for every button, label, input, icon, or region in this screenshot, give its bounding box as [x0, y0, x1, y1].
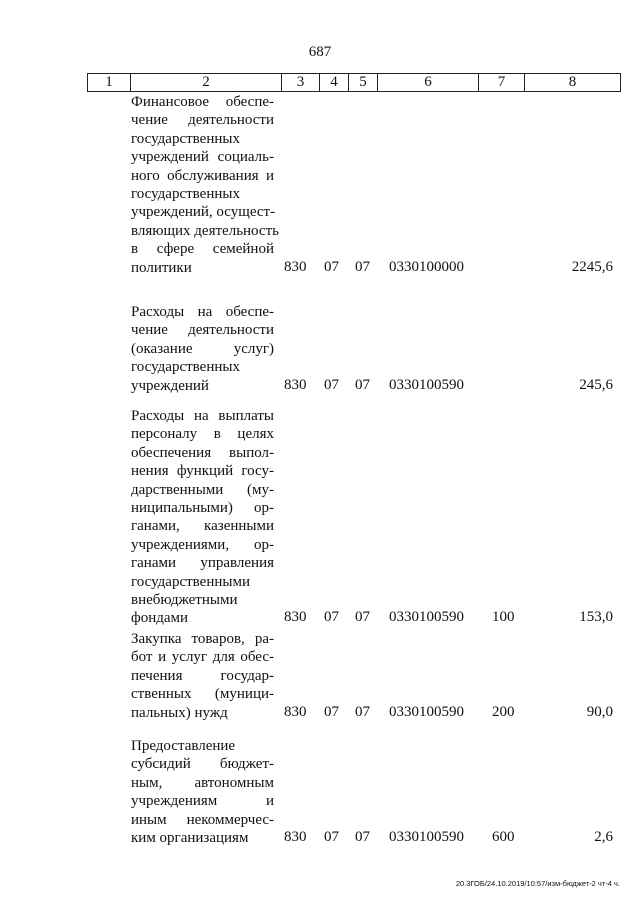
description-line: чение деятельности [131, 322, 274, 339]
amount-value: 90,0 [586, 703, 613, 720]
column-header-6: 6 [378, 74, 479, 92]
admin-code: 830 [284, 258, 307, 275]
description-line: обеспечения выпол- [131, 444, 274, 461]
description-line: пальных) нужд [131, 704, 228, 721]
description-line: учреждений, осущест- [131, 204, 276, 221]
amount-value: 245,6 [579, 376, 613, 393]
column-header-8: 8 [525, 74, 621, 92]
description-line: персоналу в целях [131, 426, 274, 443]
column-header-4: 4 [320, 74, 349, 92]
description-line: Предоставление [131, 738, 236, 754]
description-line: в сфере семейной [131, 241, 274, 258]
description-line: Закупка товаров, ра- [131, 631, 274, 647]
description-line: государственных [131, 130, 240, 147]
description-line: Расходы на обеспе- [131, 304, 274, 320]
description-line: ного обслуживания и [131, 167, 274, 184]
subsection-code: 07 [355, 829, 370, 845]
description-line: государственных [131, 359, 240, 376]
subsection-code: 07 [355, 703, 370, 720]
description-line: Расходы на выплаты [131, 408, 274, 424]
description-line: ким организациям [131, 830, 249, 847]
description-line: ственных (муници- [131, 686, 274, 703]
row-description [131, 737, 274, 847]
amount-value: 153,0 [579, 609, 613, 626]
row-description [131, 303, 274, 395]
section-code: 07 [324, 609, 339, 626]
description-line: вляющих деятельность [131, 222, 279, 239]
subsection-code: 07 [355, 376, 370, 393]
description-line: ганами, казенными [131, 518, 274, 535]
amount-value: 2,6 [594, 829, 613, 845]
row-description [131, 630, 274, 722]
expense-type-code: 100 [492, 609, 515, 626]
description-line: политики [131, 259, 192, 276]
description-line: иным некоммерчес- [131, 811, 274, 828]
description-line: бот и услуг для обес- [131, 649, 274, 666]
description-line: ным, автономным [131, 774, 274, 791]
column-header-3: 3 [282, 74, 320, 92]
description-line: государственных [131, 186, 240, 203]
description-line: фондами [131, 610, 189, 627]
section-code: 07 [324, 376, 339, 393]
description-line: нения функций госу- [131, 463, 274, 480]
target-article-code: 0330100000 [389, 258, 464, 275]
description-line: ниципальными) ор- [131, 500, 274, 517]
row-description [131, 407, 274, 628]
target-article-code: 0330100590 [389, 829, 464, 845]
row-description [131, 93, 279, 277]
admin-code: 830 [284, 829, 307, 845]
description-line: (оказание услуг) [131, 340, 274, 357]
description-line: учреждениями, ор- [131, 536, 274, 553]
target-article-code: 0330100590 [389, 609, 464, 626]
description-line: государственными [131, 573, 250, 590]
column-header-1: 1 [88, 74, 131, 92]
description-line: чение деятельности [131, 112, 274, 129]
subsection-code: 07 [355, 258, 370, 275]
section-code: 07 [324, 703, 339, 720]
column-header-7: 7 [479, 74, 525, 92]
column-header-5: 5 [349, 74, 378, 92]
target-article-code: 0330100590 [389, 376, 464, 393]
section-code: 07 [324, 829, 339, 845]
document-footer: 20.3ГОБ/24.10.2019/10:57/изм-бюджет-2 чт-4 ч. [455, 879, 620, 888]
expense-type-code: 600 [492, 829, 515, 845]
description-line: субсидий бюджет- [131, 756, 274, 773]
page-number: 687 [308, 44, 332, 60]
column-header-table [87, 73, 621, 92]
description-line: печения государ- [131, 667, 274, 684]
admin-code: 830 [284, 376, 307, 393]
amount-value: 2245,6 [571, 258, 613, 275]
description-line: Финансовое обеспе- [131, 94, 274, 110]
description-line: дарственными (му- [131, 481, 274, 498]
description-line: внебюджетными [131, 592, 238, 609]
subsection-code: 07 [355, 609, 370, 626]
admin-code: 830 [284, 609, 307, 626]
description-line: учреждений [131, 377, 209, 394]
description-line: учреждений социаль- [131, 149, 274, 166]
admin-code: 830 [284, 703, 307, 720]
description-line: учреждениям и [131, 793, 274, 810]
target-article-code: 0330100590 [389, 703, 464, 720]
column-header-2: 2 [131, 74, 282, 92]
section-code: 07 [324, 258, 339, 275]
description-line: ганами управления [131, 555, 274, 572]
expense-type-code: 200 [492, 703, 515, 720]
